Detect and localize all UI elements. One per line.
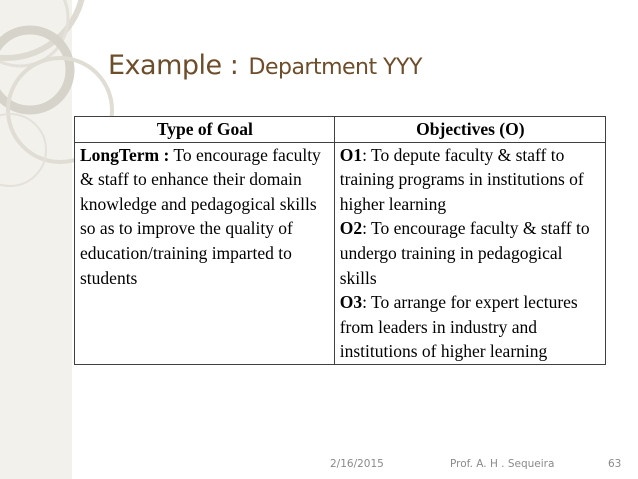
footer-page-number: 63 <box>608 458 622 470</box>
objective-label: O2 <box>339 218 363 239</box>
objectives-cell <box>334 142 605 364</box>
objective-label: O3 <box>339 292 363 313</box>
table-header-row <box>75 117 606 143</box>
header-objectives: Objectives (O) <box>334 117 605 143</box>
title-sub: Department YYY <box>248 55 422 80</box>
objective-text: : To arrange for expert lectures from leaders in industry and institutions of higher learning <box>339 292 578 362</box>
objective-text: : To depute faculty & staff to training programs in institutions of higher learning <box>339 144 584 214</box>
table-row <box>75 142 606 364</box>
goal-text: To encourage faculty & staff to enhance their domain knowledge and pedagogical skills so as to improve the quality of education/training imparted to students <box>80 144 321 288</box>
goal-cell <box>75 142 335 364</box>
objective-text: : To encourage faculty & staff to undergo training in pedagogical skills <box>339 218 590 288</box>
header-type-of-goal: Type of Goal <box>75 117 335 143</box>
footer-author: Prof. A. H . Sequeira <box>450 458 555 470</box>
title-main: Example : <box>108 50 239 81</box>
objective-1 <box>340 143 601 217</box>
objective-3 <box>340 290 601 364</box>
footer-date: 2/16/2015 <box>330 458 384 470</box>
objective-label: O1 <box>339 144 363 165</box>
slide-title <box>108 44 422 82</box>
goal-label: LongTerm : <box>80 144 170 165</box>
objective-2 <box>340 216 601 290</box>
goal-table <box>74 116 606 365</box>
